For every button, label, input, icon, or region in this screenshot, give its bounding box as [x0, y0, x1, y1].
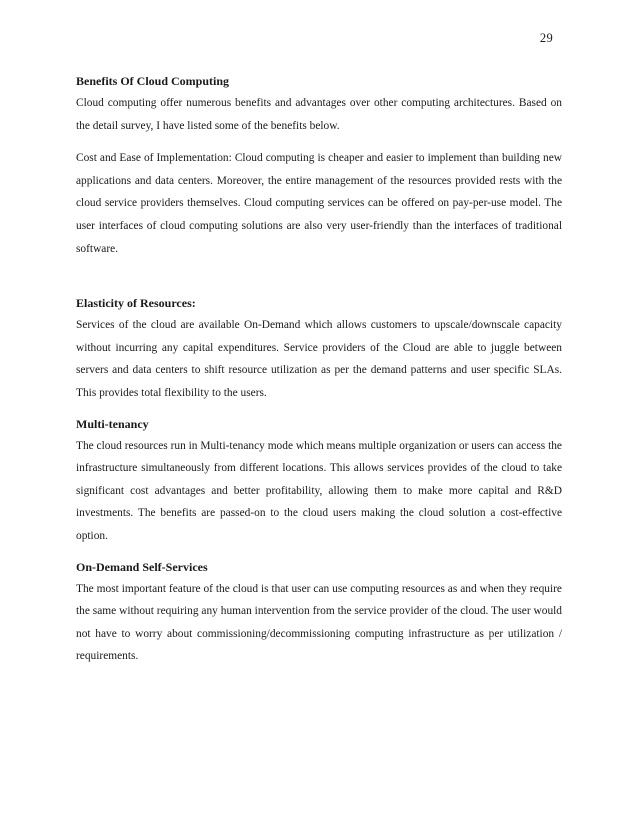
section-heading: Multi-tenancy [76, 416, 149, 431]
document-body [76, 70, 562, 668]
section-elasticity [76, 292, 562, 404]
section-heading: Elasticity of Resources: [76, 296, 196, 311]
page-number: 29 [539, 31, 553, 45]
section-multi-tenancy [76, 413, 562, 548]
paragraph: Services of the cloud are available On-Demand which allows customers to upscale/downscale capacity without incurring any capital expenditures. Service providers of the Cloud are able to juggle between servers and data centers to shift resource utilization as per the demand patterns and user specific SLAs. This provides total flexibility to the users. [76, 319, 562, 399]
paragraph: The cloud resources run in Multi-tenancy mode which means multiple organization or users can access the infrastructure simultaneously from different locations. This allows services provides of the cloud to take significant cost advantages and better profitability, allowing them to make more capital and R&D investments. The benefits are passed-on to the cloud users making the cloud solution a cost-effective option. [76, 439, 562, 542]
section-benefits [76, 70, 562, 260]
section-heading: Benefits Of Cloud Computing [76, 74, 230, 88]
paragraph: Cloud computing offer numerous benefits and advantages over other computing architectures. Based on the detail survey, I have listed some of the benefits below. [76, 97, 562, 132]
paragraph: Cost and Ease of Implementation: Cloud computing is cheaper and easier to implement than building new applications and data centers. Moreover, the entire management of the resources provided rests with the cloud service providers themselves. Cloud computing services can be offered on pay-per-use model. The user interfaces of cloud computing solutions are also very user-friendly than the interfaces of traditional software. [76, 152, 562, 255]
section-heading: On-Demand Self-Services [76, 559, 208, 574]
section-on-demand [76, 556, 562, 668]
paragraph: The most important feature of the cloud is that user can use computing resources as and when they require the same without requiring any human intervention from the service provider of the cloud. The user would not have to worry about commissioning/decommissioning computing infrastructure as per utilization / requirements. [76, 582, 562, 663]
